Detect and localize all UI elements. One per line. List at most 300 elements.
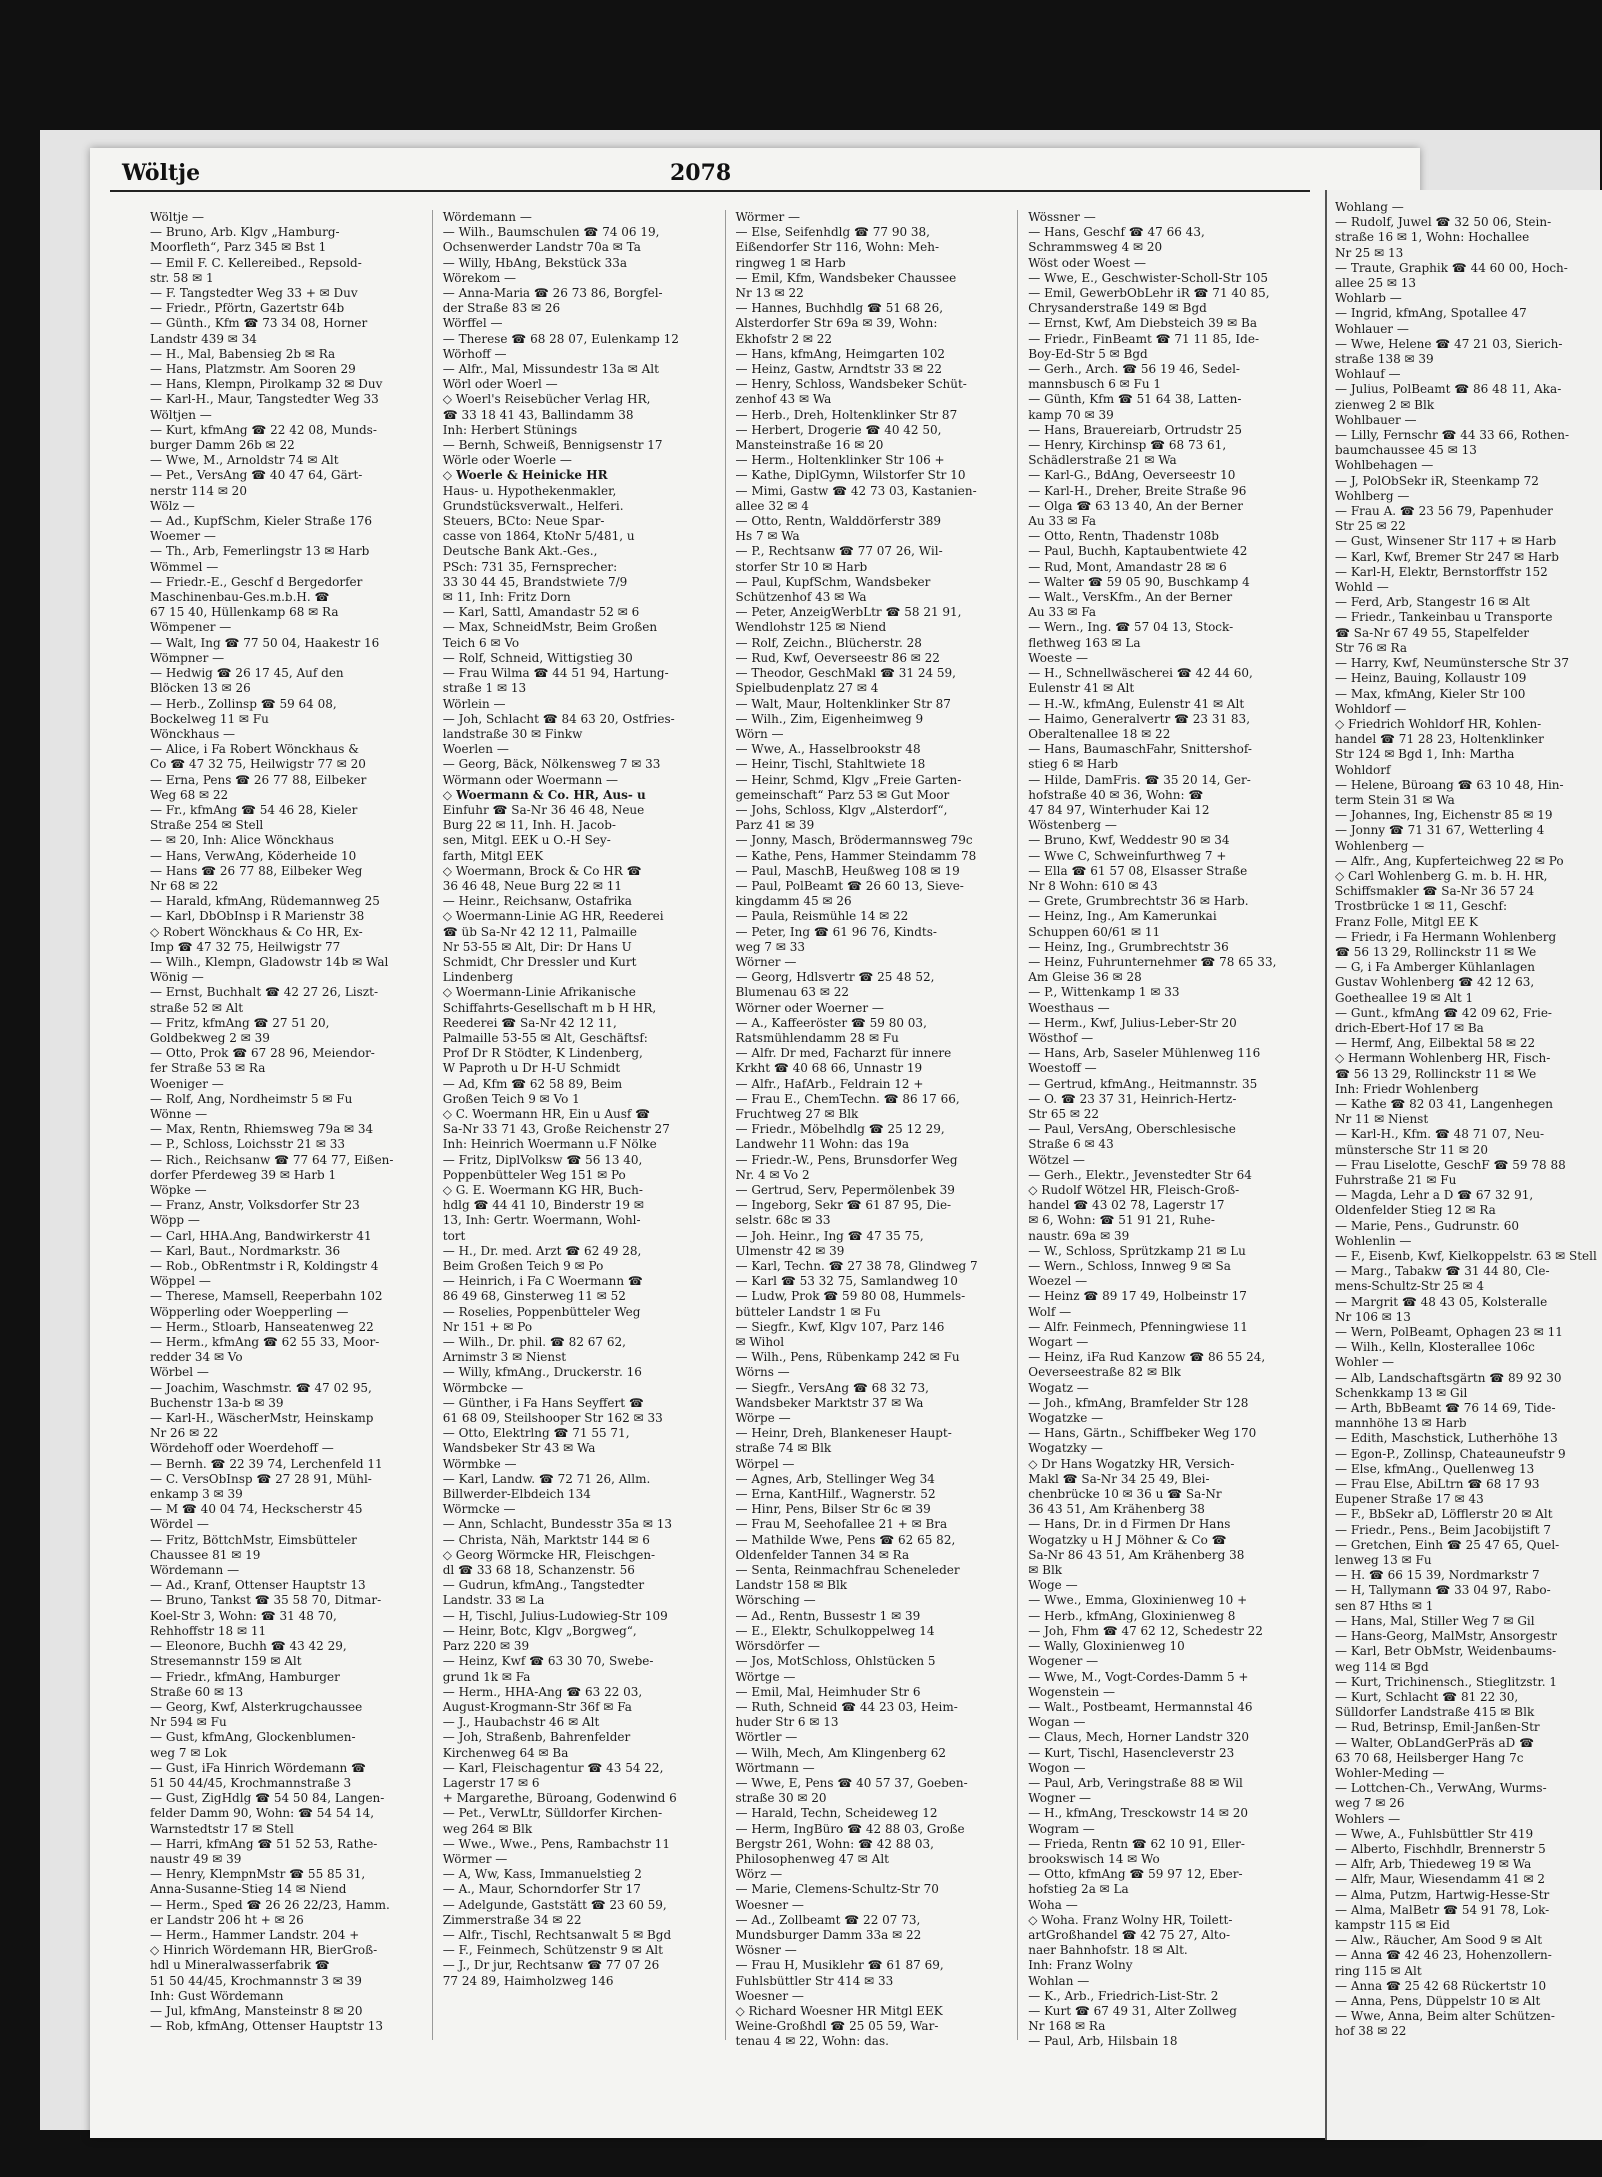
directory-entry-line: — Agnes, Arb, Stellinger Weg 34 xyxy=(735,1471,935,1486)
directory-entry-line: — Karl, Fleischagentur ☎ 43 54 22, xyxy=(442,1760,664,1775)
directory-entry-line: — Gust, kfmAng, Glockenblumen- xyxy=(150,1730,356,1745)
directory-entry-line: Nr 151 + ✉ Po xyxy=(442,1319,533,1334)
directory-entry-line: — Ferd, Arb, Stangestr 16 ✉ Alt xyxy=(1335,595,1530,610)
directory-entry-line: — Joh., kfmAng, Bramfelder Str 128 xyxy=(1028,1395,1249,1410)
directory-entry-line: — Karl, Techn. ☎ 27 38 78, Glindweg 7 xyxy=(735,1259,978,1274)
directory-entry-line: Wörz — xyxy=(735,1867,783,1882)
directory-entry-line: weg 7 ✉ 33 xyxy=(735,939,805,954)
directory-entry-line: Wörn — xyxy=(735,726,784,741)
directory-entry-line: ☎ 56 13 29, Rollinckstr 11 ✉ We xyxy=(1335,1066,1537,1081)
directory-entry-line: — H., Schnellwäscherei ☎ 42 44 60, xyxy=(1028,666,1253,681)
directory-entry-line: Beim Großen Teich 9 ✉ Po xyxy=(442,1259,604,1274)
directory-entry-line: — Hans, Mal, Stiller Weg 7 ✉ Gil xyxy=(1335,1613,1535,1628)
directory-entry-line: — Marie, Clemens-Schultz-Str 70 xyxy=(735,1882,939,1897)
directory-entry-line: — Heinr, Tischl, Stahltwiete 18 xyxy=(735,757,926,772)
directory-entry-line: — Georg, Kwf, Alsterkrugchaussee xyxy=(150,1699,363,1714)
directory-entry-line: — Walt., VersKfm., An der Berner xyxy=(1028,590,1233,605)
directory-entry-line: — Ella ☎ 61 57 08, Elsasser Straße xyxy=(1028,863,1248,878)
directory-entry-line: Wogenstein — xyxy=(1028,1684,1115,1699)
directory-entry-line: — Ad., KupfSchm, Kieler Straße 176 xyxy=(150,514,372,529)
directory-entry-line: straße 1 ✉ 13 xyxy=(442,681,527,696)
directory-entry-line: — Friedr.-W., Pens, Brunsdorfer Weg xyxy=(735,1152,958,1167)
directory-entry-line: Nr 168 ✉ Ra xyxy=(1028,2019,1106,2034)
directory-entry-line: — Emil, Mal, Heimhuder Str 6 xyxy=(735,1684,921,1699)
directory-entry-line: — Joh, Fhm ☎ 47 62 12, Schedestr 22 xyxy=(1028,1623,1263,1638)
directory-entry-line: — J, PolObSekr iR, Steenkamp 72 xyxy=(1335,473,1539,488)
directory-entry-line: — Ingrid, kfmAng, Spotallee 47 xyxy=(1335,306,1527,321)
directory-entry-line: hofstieg 2a ✉ La xyxy=(1028,1882,1129,1897)
directory-entry-line: — Gretchen, Einh ☎ 25 47 65, Quel- xyxy=(1335,1537,1560,1552)
directory-entry-line: — Karl-H., Kfm. ☎ 48 71 07, Neu- xyxy=(1335,1127,1545,1142)
directory-entry-line: — Max, Rentn, Rhiemsweg 79a ✉ 34 xyxy=(150,1122,374,1137)
directory-entry-line: kingdamm 45 ✉ 26 xyxy=(735,894,852,909)
directory-entry-line: Wössner — xyxy=(1028,210,1096,224)
directory-entry-line: — Gust, Winsener Str 117 + ✉ Harb xyxy=(1335,534,1557,549)
directory-entry-line: — Alfr, Arb, Thiedeweg 19 ✉ Wa xyxy=(1335,1857,1532,1872)
directory-entry-line: — Wwe., Emma, Gloxinienweg 10 + xyxy=(1028,1593,1248,1608)
directory-entry-line: Wohler — xyxy=(1335,1355,1394,1370)
directory-entry-line: Trostbrücke 1 ✉ 11, Geschf: xyxy=(1335,899,1507,914)
directory-entry-line: — Friedr., kfmAng, Hamburger xyxy=(150,1669,340,1684)
directory-entry-line: — Lilly, Fernschr ☎ 44 33 66, Rothen- xyxy=(1335,428,1570,443)
directory-entry-line: Deutsche Bank Akt.-Ges., xyxy=(442,544,598,559)
directory-entry-line: — Eleonore, Buchh ☎ 43 42 29, xyxy=(150,1639,347,1654)
directory-entry-line: weg 7 ✉ 26 xyxy=(1335,1796,1405,1811)
directory-entry-line: — Hans, Platzmstr. Am Sooren 29 xyxy=(150,362,356,377)
directory-entry-line: — Wwe, E, Pens ☎ 40 57 37, Goeben- xyxy=(735,1775,968,1790)
directory-entry-line: flethweg 163 ✉ La xyxy=(1028,635,1141,650)
directory-entry-line: Nr 11 ✉ Nienst xyxy=(1335,1112,1429,1127)
directory-entry-line: — Kathe, Pens, Hammer Steindamm 78 xyxy=(735,848,977,863)
directory-entry-line: Oeverseestraße 82 ✉ Blk xyxy=(1028,1365,1181,1380)
directory-entry-line: Wogener — xyxy=(1028,1654,1099,1669)
directory-entry-line: — Alfr, Maur, Wiesendamm 41 ✉ 2 xyxy=(1335,1872,1546,1887)
directory-entry-line: — Karl-H., WäscherMstr, Heinskamp xyxy=(150,1411,374,1426)
directory-entry-line: Poppenbütteler Weg 151 ✉ Po xyxy=(442,1167,626,1182)
directory-entry-line: zenhof 43 ✉ Wa xyxy=(735,392,832,407)
directory-entry-line: — Otto, kfmAng ☎ 59 97 12, Eber- xyxy=(1028,1867,1243,1882)
directory-entry-line: — Theodor, GeschMakl ☎ 31 24 59, xyxy=(735,666,956,681)
directory-entry-line: Au 33 ✉ Fa xyxy=(1028,514,1097,529)
directory-entry-line: Wöppel — xyxy=(150,1274,211,1289)
directory-entry-line: Ratsmühlendamm 28 ✉ Fu xyxy=(735,1030,899,1045)
directory-entry-line: weg 114 ✉ Bgd xyxy=(1335,1659,1429,1674)
directory-entry-line: — H., kfmAng, Tresckowstr 14 ✉ 20 xyxy=(1028,1806,1249,1821)
directory-entry-line: — Erna, KantHilf., Wagnerstr. 52 xyxy=(735,1487,936,1502)
directory-column-3 xyxy=(735,210,1019,2049)
directory-entry-line: — Frau A. ☎ 23 56 79, Papenhuder xyxy=(1335,504,1553,519)
directory-entry-line: mens-Schultz-Str 25 ✉ 4 xyxy=(1335,1279,1485,1294)
directory-entry-line: — Willy, kfmAng., Druckerstr. 16 xyxy=(442,1365,642,1380)
directory-entry-line: — Herm., Stloarb, Hanseatenweg 22 xyxy=(150,1319,374,1334)
directory-entry-line: — Fritz, kfmAng ☎ 27 51 20, xyxy=(150,1015,330,1030)
directory-entry-line: — Helene, Büroang ☎ 63 10 48, Hin- xyxy=(1335,777,1564,792)
directory-entry-line: 47 84 97, Winterhuder Kai 12 xyxy=(1028,802,1210,817)
directory-entry-line: — Hans, Dr. in d Firmen Dr Hans xyxy=(1028,1517,1231,1532)
directory-entry-line: — H. ☎ 66 15 39, Nordmarkstr 7 xyxy=(1335,1568,1540,1583)
directory-entry-line: — Paul, PolBeamt ☎ 26 60 13, Sieve- xyxy=(735,878,964,893)
directory-entry-line: Wöpp — xyxy=(150,1213,200,1228)
directory-entry-line: — J., Dr jur, Rechtsanw ☎ 77 07 26 xyxy=(442,1958,660,1973)
directory-entry-line: — Heinz, Bauing, Kollaustr 109 xyxy=(1335,671,1527,686)
directory-entry-line: — Ernst, Kwf, Am Diebsteich 39 ✉ Ba xyxy=(1028,316,1257,331)
directory-entry-line: Fuhlsbüttler Str 414 ✉ 33 xyxy=(735,1973,894,1988)
directory-entry-line: — Wwe, A., Fuhlsbüttler Str 419 xyxy=(1335,1826,1534,1841)
directory-entry-line: — Wwe, M., Vogt-Cordes-Damm 5 + xyxy=(1028,1669,1249,1684)
directory-entry-line: Wörlein — xyxy=(442,696,506,711)
directory-entry-line: Wohldorf xyxy=(1335,762,1391,777)
directory-entry-line: — Max, SchneidMstr, Beim Großen xyxy=(442,620,658,635)
directory-entry-line: — Heinr, Dreh, Blankeneser Haupt- xyxy=(735,1426,952,1441)
directory-entry-line: — Paula, Reismühle 14 ✉ 22 xyxy=(735,909,909,924)
directory-entry-line: Woestoff — xyxy=(1028,1061,1097,1076)
directory-entry-line: — Olga ☎ 63 13 40, An der Berner xyxy=(1028,498,1243,513)
directory-entry-line: — Kurt, Trichinensch., Stieglitzstr. 1 xyxy=(1335,1674,1558,1689)
directory-entry-line: — Hans, Gärtn., Schiffbeker Weg 170 xyxy=(1028,1426,1257,1441)
directory-entry-line: — Johannes, Ing, Eichenstr 85 ✉ 19 xyxy=(1335,808,1553,823)
directory-entry-line: — Paul, Arb, Hilsbain 18 xyxy=(1028,2034,1178,2049)
directory-entry-line: — Magda, Lehr a D ☎ 67 32 91, xyxy=(1335,1188,1534,1203)
directory-entry-line: landstraße 30 ✉ Finkw xyxy=(442,726,583,741)
directory-entry-line: — Rolf, Zeichn., Blücherstr. 28 xyxy=(735,635,922,650)
directory-entry-line: — Hedwig ☎ 26 17 45, Auf den xyxy=(150,666,344,681)
directory-entry-line: — Otto, Rentn, Walddörferstr 389 xyxy=(735,514,942,529)
directory-entry-line: — Hannes, Buchhdlg ☎ 51 68 26, xyxy=(735,301,944,316)
directory-entry-line: — Hans-Georg, MalMstr, Ansorgestr xyxy=(1335,1629,1557,1644)
directory-entry-line: — Alfr. Feinmech, Pfenningwiese 11 xyxy=(1028,1319,1248,1334)
directory-entry-line: Woemer — xyxy=(150,529,216,544)
directory-entry-line: — Max, kfmAng, Kieler Str 100 xyxy=(1335,686,1526,701)
page-number: 2078 xyxy=(670,160,732,186)
directory-entry-line: kampstr 115 ✉ Eid xyxy=(1335,1917,1450,1932)
directory-entry-line: — Fritz, BöttchMstr, Eimsbütteler xyxy=(150,1532,357,1547)
directory-entry-line: Wohlauf — xyxy=(1335,367,1401,382)
directory-entry-line: ◇ Woerle & Heinicke HR xyxy=(442,468,608,483)
directory-entry-line: Wandsbeker Str 43 ✉ Wa xyxy=(442,1441,596,1456)
directory-entry-line: tort xyxy=(442,1228,466,1243)
directory-entry-line: Wohlang — xyxy=(1335,200,1404,214)
directory-entry-line: — Otto, Rentn, Thadenstr 108b xyxy=(1028,529,1219,544)
directory-entry-line: Landstr 439 ✉ 34 xyxy=(150,331,257,346)
directory-entry-line: Maschinenbau-Ges.m.b.H. ☎ xyxy=(150,590,330,605)
directory-entry-line: Kirchenweg 64 ✉ Ba xyxy=(442,1745,569,1760)
directory-entry-line: Nr 25 ✉ 13 xyxy=(1335,245,1404,260)
directory-entry-line: Wohlbehagen — xyxy=(1335,458,1434,473)
directory-entry-line: Wohlbauer — xyxy=(1335,412,1417,427)
directory-entry-line: + Margarethe, Büroang, Godenwind 6 xyxy=(442,1791,677,1806)
directory-entry-line: grund 1k ✉ Fa xyxy=(442,1669,531,1684)
directory-entry-line: baumchaussee 45 ✉ 13 xyxy=(1335,443,1477,458)
directory-entry-line: Wogatzke — xyxy=(1028,1411,1104,1426)
directory-entry-line: Wohlenlin — xyxy=(1335,1233,1412,1248)
directory-entry-line: — Karl, DbObInsp i R Marienstr 38 xyxy=(150,909,365,924)
directory-entry-line: Wörmbke — xyxy=(442,1456,517,1471)
directory-column-2 xyxy=(443,210,726,2040)
directory-entry-line: Ochsenwerder Landstr 70a ✉ Ta xyxy=(442,240,641,255)
directory-entry-line: — H., Mal, Babensieg 2b ✉ Ra xyxy=(150,346,336,361)
directory-entry-line: — Joh, Schlacht ☎ 84 63 20, Ostfries- xyxy=(442,711,675,726)
directory-entry-line: er Landstr 206 ht + ✉ 26 xyxy=(150,1912,304,1927)
directory-entry-line: Mansteinstraße 16 ✉ 20 xyxy=(735,438,884,453)
directory-entry-line: huder Str 6 ✉ 13 xyxy=(735,1715,839,1730)
directory-entry-line: Wogart — xyxy=(1028,1335,1089,1350)
directory-entry-line: — Anna ☎ 25 42 68 Rückertstr 10 xyxy=(1335,1978,1547,1993)
directory-entry-line: — Rolf, Schneid, Wittigstieg 30 xyxy=(442,650,633,665)
directory-entry-line: Wörffel — xyxy=(442,316,503,331)
directory-entry-line: — Heinz, Kwf ☎ 63 30 70, Swebe- xyxy=(442,1654,654,1669)
directory-entry-line: — Egon-P., Zollinsp, Chateauneufstr 9 xyxy=(1335,1446,1566,1461)
directory-entry-line: — Kurt, kfmAng ☎ 22 42 08, Munds- xyxy=(150,422,377,437)
directory-entry-line: Wöst oder Woest — xyxy=(1028,255,1146,270)
directory-entry-line: — Günth, Kfm ☎ 51 64 38, Latten- xyxy=(1028,392,1242,407)
directory-entry-line: Wörpel — xyxy=(735,1456,795,1471)
directory-entry-line: Ulmenstr 42 ✉ 39 xyxy=(735,1243,845,1258)
directory-entry-line: Oldenfelder Stieg 12 ✉ Ra xyxy=(1335,1203,1496,1218)
directory-entry-line: dorfer Pferdeweg 39 ✉ Harb 1 xyxy=(150,1167,337,1182)
directory-entry-line: Wohler-Meding — xyxy=(1335,1765,1445,1780)
directory-entry-line: lenweg 13 ✉ Fu xyxy=(1335,1553,1432,1568)
directory-entry-line: — Herm., Kwf, Julius-Leber-Str 20 xyxy=(1028,1015,1237,1030)
directory-entry-line: — Anna ☎ 42 46 23, Hohenzollern- xyxy=(1335,1948,1552,1963)
directory-entry-line: kamp 70 ✉ 39 xyxy=(1028,407,1114,422)
directory-entry-line: — Herm., Hammer Landstr. 204 + xyxy=(150,1927,360,1942)
directory-entry-line: Wöpke — xyxy=(150,1183,207,1197)
directory-entry-line: — Wwe, A., Hasselbrookstr 48 xyxy=(735,742,921,757)
running-head-word: Wöltje xyxy=(122,160,201,186)
directory-entry-line: — Frau Else, AbiLtrn ☎ 68 17 93 xyxy=(1335,1477,1540,1492)
directory-entry-line: — Harry, Kwf, Neumünstersche Str 37 xyxy=(1335,656,1569,671)
directory-entry-line: hdlg ☎ 44 41 10, Binderstr 19 ✉ xyxy=(442,1198,644,1213)
directory-entry-line: — Friedr., Pens., Beim Jacobijstift 7 xyxy=(1335,1522,1551,1537)
directory-entry-line: burger Damm 26b ✉ 22 xyxy=(150,438,295,453)
directory-entry-line: weg 7 ✉ Lok xyxy=(150,1745,227,1760)
directory-entry-line: — Harri, kfmAng ☎ 51 52 53, Rathe- xyxy=(150,1836,378,1851)
directory-entry-line: 77 24 89, Haimholzweg 146 xyxy=(442,1973,614,1988)
directory-entry-line: Nr 26 ✉ 22 xyxy=(150,1426,219,1441)
directory-entry-line: brookswisch 14 ✉ Wo xyxy=(1028,1851,1160,1866)
directory-entry-line: Wörsdörfer — xyxy=(735,1639,820,1654)
directory-entry-line: — Mathilde Wwe, Pens ☎ 62 65 82, xyxy=(735,1532,956,1547)
directory-entry-line: Oldenfelder Tannen 34 ✉ Ra xyxy=(735,1547,910,1562)
directory-entry-line: — K., Arb., Friedrich-List-Str. 2 xyxy=(1028,1988,1219,2003)
directory-entry-line: ◇ Hermann Wohlenberg HR, Fisch- xyxy=(1335,1051,1551,1066)
directory-entry-line: handel ☎ 71 28 23, Holtenklinker xyxy=(1335,732,1544,747)
directory-entry-line: — Ruth, Schneid ☎ 44 23 03, Heim- xyxy=(735,1699,958,1714)
directory-entry-line: hdl u Mineralwasserfabrik ☎ xyxy=(150,1958,330,1973)
directory-entry-line: Teich 6 ✉ Vo xyxy=(442,635,520,650)
directory-entry-line: — Wilh., Dr. phil. ☎ 82 67 62, xyxy=(442,1335,626,1350)
directory-entry-line: 61 68 09, Steilshooper Str 162 ✉ 33 xyxy=(442,1411,663,1426)
directory-entry-line: — Harald, kfmAng, Rüdemannweg 25 xyxy=(150,894,380,909)
directory-entry-line: — Frau H, Musiklehr ☎ 61 87 69, xyxy=(735,1958,944,1973)
directory-entry-line: — W., Schloss, Sprützkamp 21 ✉ Lu xyxy=(1028,1243,1246,1258)
directory-entry-line: Eupener Straße 17 ✉ 43 xyxy=(1335,1492,1484,1507)
directory-entry-line: Wandsbeker Marktstr 37 ✉ Wa xyxy=(735,1395,924,1410)
directory-entry-line: Wogatzky — xyxy=(1028,1441,1103,1456)
directory-entry-line: Wogatz — xyxy=(1028,1380,1089,1395)
directory-entry-line: — Gertrud, kfmAng., Heitmannstr. 35 xyxy=(1028,1076,1258,1091)
directory-entry-line: Wogatzky u H J Möhner & Co ☎ xyxy=(1028,1532,1227,1547)
directory-entry-line: — Karl-H, Elektr, Bernstorffstr 152 xyxy=(1335,564,1548,579)
directory-entry-line: — Kathe, DiplGymn, Wilstorfer Str 10 xyxy=(735,468,966,483)
directory-entry-line: — A., Maur, Schorndorfer Str 17 xyxy=(442,1882,641,1897)
directory-entry-line: — Jul, kfmAng, Mansteinstr 8 ✉ 20 xyxy=(150,2003,363,2018)
directory-entry-line: — Herb., Zollinsp ☎ 59 64 08, xyxy=(150,696,337,711)
directory-entry-line: Reederei ☎ Sa-Nr 42 12 11, xyxy=(442,1015,617,1030)
directory-entry-line: stieg 6 ✉ Harb xyxy=(1028,757,1119,772)
directory-entry-line: — Ingeborg, Sekr ☎ 61 87 95, Die- xyxy=(735,1198,952,1213)
directory-entry-line: Inh: Franz Wolny xyxy=(1028,1958,1133,1973)
directory-entry-line: Str 76 ✉ Ra xyxy=(1335,640,1408,655)
directory-entry-line: Eißendorfer Str 116, Wohn: Meh- xyxy=(735,240,940,255)
directory-entry-line: Am Gleise 36 ✉ 28 xyxy=(1028,970,1142,985)
directory-entry-line: — Heinrich, i Fa C Woermann ☎ xyxy=(442,1274,643,1289)
directory-entry-line: 67 15 40, Hüllenkamp 68 ✉ Ra xyxy=(150,605,339,620)
directory-entry-line: mannsbusch 6 ✉ Fu 1 xyxy=(1028,377,1162,392)
directory-entry-line: — Marg., Tabakw ☎ 31 44 80, Cle- xyxy=(1335,1264,1550,1279)
directory-entry-line: Landstr 158 ✉ Blk xyxy=(735,1578,848,1593)
directory-entry-line: Wörmcke — xyxy=(442,1502,516,1517)
directory-entry-line: — Otto, Prok ☎ 67 28 96, Meiendor- xyxy=(150,1046,375,1061)
directory-column-4 xyxy=(1028,210,1310,2049)
directory-entry-line: — Alfr., Ang, Kupferteichweg 22 ✉ Po xyxy=(1335,853,1564,868)
directory-entry-line: — Anna-Maria ☎ 26 73 86, Borgfel- xyxy=(442,286,663,301)
directory-entry-line: 86 49 68, Ginsterweg 11 ✉ 52 xyxy=(442,1289,626,1304)
directory-entry-line: — Karl-H., Dreher, Breite Straße 96 xyxy=(1028,483,1247,498)
directory-entry-line: term Stein 31 ✉ Wa xyxy=(1335,792,1455,807)
directory-entry-line: Rehhoffstr 18 ✉ 11 xyxy=(150,1623,267,1638)
directory-entry-line: — H., Dr. med. Arzt ☎ 62 49 28, xyxy=(442,1243,642,1258)
directory-entry-line: — Heinr., Reichsanw, Ostafrika xyxy=(442,894,632,909)
directory-entry-line: Straße 60 ✉ 13 xyxy=(150,1684,244,1699)
directory-entry-line: Wohldorf — xyxy=(1335,701,1407,716)
directory-entry-line: Woge — xyxy=(1028,1578,1078,1593)
directory-entry-line: — Mimi, Gastw ☎ 42 73 03, Kastanien- xyxy=(735,483,977,498)
directory-entry-line: ◇ Robert Wönckhaus & Co HR, Ex- xyxy=(150,924,363,939)
directory-entry-line: Wohlan — xyxy=(1028,1973,1090,1988)
directory-entry-line: — Kathe ☎ 82 03 41, Langenhegen xyxy=(1335,1096,1553,1111)
directory-entry-line: Wömmel — xyxy=(150,559,219,574)
directory-entry-line: — Kurt, Schlacht ☎ 81 22 30, xyxy=(1335,1689,1519,1704)
directory-entry-line: Wösthof — xyxy=(1028,1030,1094,1045)
directory-entry-line: — Hermf, Ang, Eilbektal 58 ✉ 22 xyxy=(1335,1036,1536,1051)
directory-entry-line: — Wilh, Mech, Am Klingenberg 62 xyxy=(735,1745,946,1760)
directory-entry-line: — Heinz, Ing., Grumbrechtstr 36 xyxy=(1028,939,1229,954)
directory-entry-line: ◇ Woerl's Reisebücher Verlag HR, xyxy=(442,392,651,407)
directory-entry-line: — Herm., kfmAng ☎ 62 55 33, Moor- xyxy=(150,1335,380,1350)
directory-entry-line: Imp ☎ 47 32 75, Heilwigstr 77 xyxy=(150,939,341,954)
directory-entry-line: — Günth., Kfm ☎ 73 34 08, Horner xyxy=(150,316,368,331)
directory-entry-line: — Wern, PolBeamt, Ophagen 23 ✉ 11 xyxy=(1335,1325,1563,1340)
directory-entry-line: — Ludw, Prok ☎ 59 80 08, Hummels- xyxy=(735,1289,966,1304)
directory-entry-line: — Wwe, M., Arnoldstr 74 ✉ Alt xyxy=(150,453,339,468)
directory-entry-line: naustr 49 ✉ 39 xyxy=(150,1851,242,1866)
directory-entry-line: Schuppen 60/61 ✉ 11 xyxy=(1028,924,1161,939)
directory-entry-line: — Paul, MaschB, Heußweg 108 ✉ 19 xyxy=(735,863,960,878)
directory-entry-line: — Frau M, Seehofallee 21 + ✉ Bra xyxy=(735,1517,948,1532)
directory-entry-line: — Alw., Räucher, Am Sood 9 ✉ Alt xyxy=(1335,1933,1543,1948)
directory-entry-line: Wöstenberg — xyxy=(1028,818,1117,833)
directory-entry-line: — Paul, KupfSchm, Wandsbeker xyxy=(735,574,931,589)
directory-entry-line: — Alfr., HafArb., Feldrain 12 + xyxy=(735,1076,924,1091)
directory-entry-line: Wölz — xyxy=(150,498,195,513)
directory-entry-line: — Jonny ☎ 71 31 67, Wetterling 4 xyxy=(1335,823,1545,838)
directory-entry-line: hofstraße 40 ✉ 36, Wohn: ☎ xyxy=(1028,787,1204,802)
directory-entry-line: — Wwe C, Schweinfurthweg 7 + xyxy=(1028,848,1227,863)
directory-entry-line: Zimmerstraße 34 ✉ 22 xyxy=(442,1912,582,1927)
directory-entry-line: — Arth, BbBeamt ☎ 76 14 69, Tide- xyxy=(1335,1401,1556,1416)
directory-entry-line: straße 138 ✉ 39 xyxy=(1335,352,1434,367)
directory-entry-line: ◇ Woha. Franz Wolny HR, Toilett- xyxy=(1028,1912,1233,1927)
directory-entry-line: Prof Dr R Stödter, K Lindenberg, xyxy=(442,1046,643,1061)
directory-entry-line: Wörhoff — xyxy=(442,346,507,361)
directory-entry-line: Schützenhof 43 ✉ Wa xyxy=(735,590,867,605)
directory-entry-line: — Hans, BaumaschFahr, Snittershof- xyxy=(1028,742,1252,757)
directory-entry-line: — Heinz, Fuhrunternehmer ☎ 78 65 33, xyxy=(1028,954,1277,969)
directory-entry-line: — Claus, Mech, Horner Landstr 320 xyxy=(1028,1730,1249,1745)
directory-entry-line: Franz Folle, Mitgl EE K xyxy=(1335,914,1478,929)
directory-entry-line: — Alma, MalBetr ☎ 54 91 78, Lok- xyxy=(1335,1902,1550,1917)
directory-entry-line: — Bruno, Kwf, Weddestr 90 ✉ 34 xyxy=(1028,833,1230,848)
directory-entry-line: Wöltje — xyxy=(150,210,205,224)
directory-entry-line: — Rudolf, Juwel ☎ 32 50 06, Stein- xyxy=(1335,215,1552,230)
directory-entry-line: straße 30 ✉ 20 xyxy=(735,1791,827,1806)
directory-entry-line: — Ad, Kfm ☎ 62 58 89, Beim xyxy=(442,1076,623,1091)
directory-entry-line: — Anna, Pens, Düppelstr 10 ✉ Alt xyxy=(1335,1993,1541,2008)
directory-entry-line: — J., Haubachstr 46 ✉ Alt xyxy=(442,1715,600,1730)
directory-entry-line: — Henry, KlempnMstr ☎ 55 85 31, xyxy=(150,1867,366,1882)
directory-entry-line: — Jonny, Masch, Brödermannsweg 79c xyxy=(735,833,973,848)
directory-entry-line: Chaussee 81 ✉ 19 xyxy=(150,1547,261,1562)
directory-entry-line: — Walter ☎ 59 05 90, Buschkamp 4 xyxy=(1028,574,1250,589)
directory-entry-line: — Ernst, Buchhalt ☎ 42 27 26, Liszt- xyxy=(150,985,378,1000)
directory-entry-line: — Traute, Graphik ☎ 44 60 00, Hoch- xyxy=(1335,260,1568,275)
directory-entry-line: Wendlohstr 125 ✉ Niend xyxy=(735,620,887,635)
directory-entry-line: Makl ☎ Sa-Nr 34 25 49, Blei- xyxy=(1028,1471,1210,1486)
directory-entry-line: — Erna, Pens ☎ 26 77 88, Eilbeker xyxy=(150,772,367,787)
directory-entry-line: ☎ 56 13 29, Rollinckstr 11 ✉ We xyxy=(1335,944,1537,959)
directory-entry-line: Wörner oder Woerner — xyxy=(735,1000,884,1015)
directory-entry-line: Wömpener — xyxy=(150,620,232,635)
directory-entry-line: Arnimstr 3 ✉ Nienst xyxy=(442,1350,567,1365)
directory-entry-line: — Ad., Kranf, Ottenser Hauptstr 13 xyxy=(150,1578,366,1593)
directory-entry-line: Woeste — xyxy=(1028,650,1088,665)
directory-entry-line: Palmaille 53-55 ✉ Alt, Geschäftsf: xyxy=(442,1030,648,1045)
directory-entry-line: Nr 106 ✉ 13 xyxy=(1335,1309,1411,1324)
directory-entry-line: enkamp 3 ✉ 39 xyxy=(150,1487,243,1502)
directory-entry-line: münstersche Str 11 ✉ 20 xyxy=(1335,1142,1488,1157)
directory-entry-line: — Ad., Zollbeamt ☎ 22 07 73, xyxy=(735,1912,921,1927)
directory-entry-line: Stresemannstr 159 ✉ Alt xyxy=(150,1654,302,1669)
directory-entry-line: — E., Elektr, Schulkoppelweg 14 xyxy=(735,1623,935,1638)
directory-entry-line: Woeniger — xyxy=(150,1076,224,1091)
directory-entry-line: — Herb., Dreh, Holtenklinker Str 87 xyxy=(735,407,958,422)
directory-entry-line: — Walt, Ing ☎ 77 50 04, Haakestr 16 xyxy=(150,635,380,650)
directory-entry-line: — Carl, HHA.Ang, Bandwirkerstr 41 xyxy=(150,1228,372,1243)
directory-entry-line: — Pet., VersAng ☎ 40 47 64, Gärt- xyxy=(150,468,363,483)
directory-entry-line: — Gunt., kfmAng ☎ 42 09 62, Frie- xyxy=(1335,1005,1552,1020)
directory-entry-line: Goldbekweg 2 ✉ 39 xyxy=(150,1030,270,1045)
directory-entry-line: straße 52 ✉ Alt xyxy=(150,1000,244,1015)
directory-entry-line: — Joh. Heinr., Ing ☎ 47 35 75, xyxy=(735,1228,924,1243)
directory-entry-line: — Else, kfmAng., Quellenweg 13 xyxy=(1335,1461,1535,1476)
directory-entry-line: — Gertrud, Serv, Pepermölenbek 39 xyxy=(735,1183,955,1197)
directory-entry-line: — Wwe, Anna, Beim alter Schützen- xyxy=(1335,2009,1555,2024)
directory-entry-line: — Senta, Reinmachfrau Scheneleder xyxy=(735,1563,960,1578)
directory-entry-line: — Willy, HbAng, Bekstück 33a xyxy=(442,255,627,270)
directory-entry-line: — Hans ☎ 26 77 88, Eilbeker Weg xyxy=(150,863,363,878)
directory-entry-line: — Wwe., Wwe., Pens, Rambachstr 11 xyxy=(442,1836,670,1851)
